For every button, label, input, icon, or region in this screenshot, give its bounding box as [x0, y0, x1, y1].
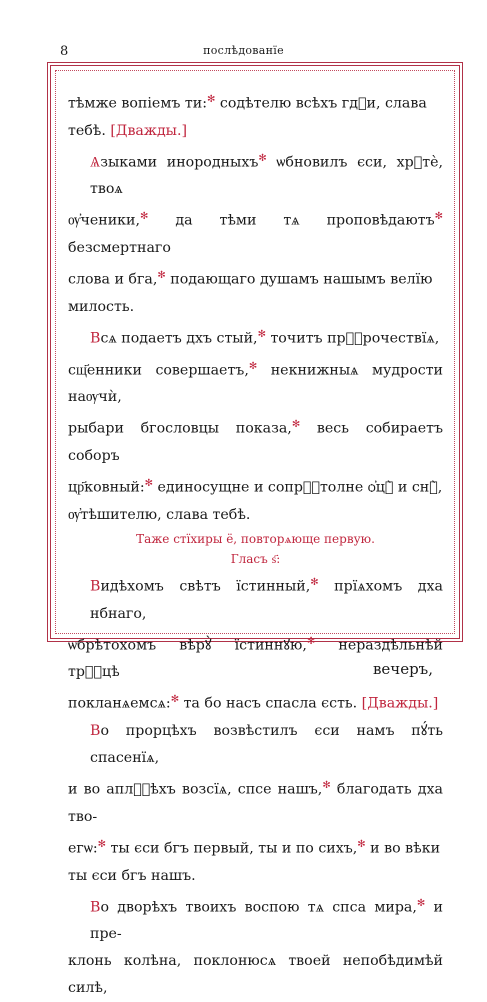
- asterisk-icon: ✻: [248, 360, 258, 372]
- asterisk-icon: ✻: [258, 152, 267, 164]
- text-line: ѡбновилъ єси, хрⷭтѐ, твоѧ: [90, 154, 443, 198]
- text-line: единосущне и сопрⷭ҇толне ѻ҆цꙋ̀ и снꙋ̀,: [153, 479, 443, 496]
- text-line: ѹ҆ченики,: [68, 213, 141, 230]
- text-line: подающаго душамъ нашымъ велїю: [165, 271, 433, 288]
- text-line: о прорцѣхъ возвѣстилъ єси намъ пꙋ́ть спасенїѧ,: [90, 723, 443, 767]
- paragraph-6: [68, 890, 443, 1002]
- paragraph-2: [68, 145, 443, 321]
- paragraph-1: [68, 86, 443, 145]
- red-initial: Ѧ: [90, 154, 101, 171]
- asterisk-icon: ✻: [322, 780, 331, 792]
- asterisk-icon: ✻: [206, 94, 216, 105]
- red-initial: В: [90, 578, 101, 595]
- text-line: тебѣ.: [68, 122, 106, 139]
- text-line: ѡбрѣтохомъ вѣрꙋ̀ їстиннꙋю,: [68, 637, 307, 654]
- asterisk-icon: ✻: [157, 270, 166, 282]
- text-line: ты єси бгъ нашъ.: [68, 867, 196, 884]
- text-line: содѣтелю всѣхъ гдⷭи, слава: [215, 95, 427, 112]
- asterisk-icon: ✻: [97, 838, 106, 850]
- text-line: милость.: [68, 298, 135, 315]
- text-line: егѡ:: [68, 840, 98, 857]
- rubric-twice: [Дважды.]: [110, 122, 188, 139]
- red-initial: В: [90, 899, 101, 916]
- text-line: прїѧхомъ дха нбнаго,: [90, 578, 443, 622]
- rubric-twice: [Дважды.]: [361, 696, 439, 713]
- tone-heading: Гласъ ѕ҃:: [230, 551, 281, 566]
- asterisk-icon: ✻: [434, 211, 443, 223]
- catchword: вечеръ,: [372, 660, 433, 678]
- text-line: и во вѣки: [365, 840, 441, 857]
- asterisk-icon: ✻: [140, 211, 149, 223]
- page-number: 8: [60, 44, 69, 59]
- text-line: и во аплⷭ҇ѣхъ возсїѧ, спсе нашъ,: [68, 781, 323, 798]
- text-line: да тѣми тѧ проповѣдаютъ: [148, 213, 435, 230]
- text-line: благодать дха тво-: [68, 781, 443, 825]
- asterisk-icon: ✻: [257, 328, 266, 340]
- text-line: клонь колѣна, поклонюсѧ твоей непобѣдимѣй силѣ,: [68, 953, 443, 997]
- asterisk-icon: ✻: [144, 478, 153, 490]
- red-initial: В: [90, 723, 101, 740]
- text-line: рыбари бгословцы показа,: [68, 421, 292, 438]
- asterisk-icon: ✻: [310, 576, 319, 588]
- text-line: тѣмже вопіемъ ти:: [68, 95, 207, 112]
- paragraph-5: [68, 718, 443, 889]
- text-line: покланѧемсѧ:: [68, 696, 171, 713]
- text-line: весь собираетъ соборъ: [68, 421, 443, 465]
- asterisk-icon: ✻: [306, 635, 316, 647]
- text-line: цр҃ковный:: [68, 479, 145, 496]
- text-line: та бо насъ спасла єсть.: [179, 696, 358, 713]
- rubric-heading: Таже стїхиры ё, повторѧюще первую.: [136, 531, 375, 546]
- text-line: слова и бга,: [68, 271, 158, 288]
- asterisk-icon: ✻: [357, 838, 366, 850]
- text-line: сщ҃енники совершаетъ,: [68, 362, 249, 379]
- red-initial: В: [90, 330, 101, 347]
- text-line: о дворѣхъ твоихъ воспою тѧ спса мира,: [100, 899, 417, 916]
- text-line: ты єси бгъ первый, ты и по сихъ,: [106, 840, 358, 857]
- asterisk-icon: ✻: [291, 419, 301, 431]
- text-line: безсмертнаго: [68, 240, 171, 257]
- running-title: послѣдованїе: [203, 44, 284, 57]
- paragraph-4: [68, 569, 443, 718]
- text-line: идѣхомъ свѣтъ їстинный,: [100, 578, 311, 595]
- text-line: зыками инородныхъ: [100, 154, 259, 171]
- text-line: нераздѣльнѣй трⷪ҇цѣ: [68, 637, 443, 681]
- main-text: [68, 86, 443, 1002]
- asterisk-icon: ✻: [416, 897, 426, 909]
- paragraph-3: [68, 321, 443, 529]
- asterisk-icon: ✻: [170, 694, 180, 706]
- text-line: точитъ прⷪ҇рочествїѧ,: [265, 330, 440, 347]
- text-line: сѧ подаетъ дхъ стый,: [100, 330, 258, 347]
- text-line: некнижныѧ мудрости наѹчѝ,: [68, 362, 444, 406]
- text-line: ѹ҆тѣшителю, слава тебѣ.: [68, 506, 251, 523]
- text-line: и пре-: [90, 899, 444, 943]
